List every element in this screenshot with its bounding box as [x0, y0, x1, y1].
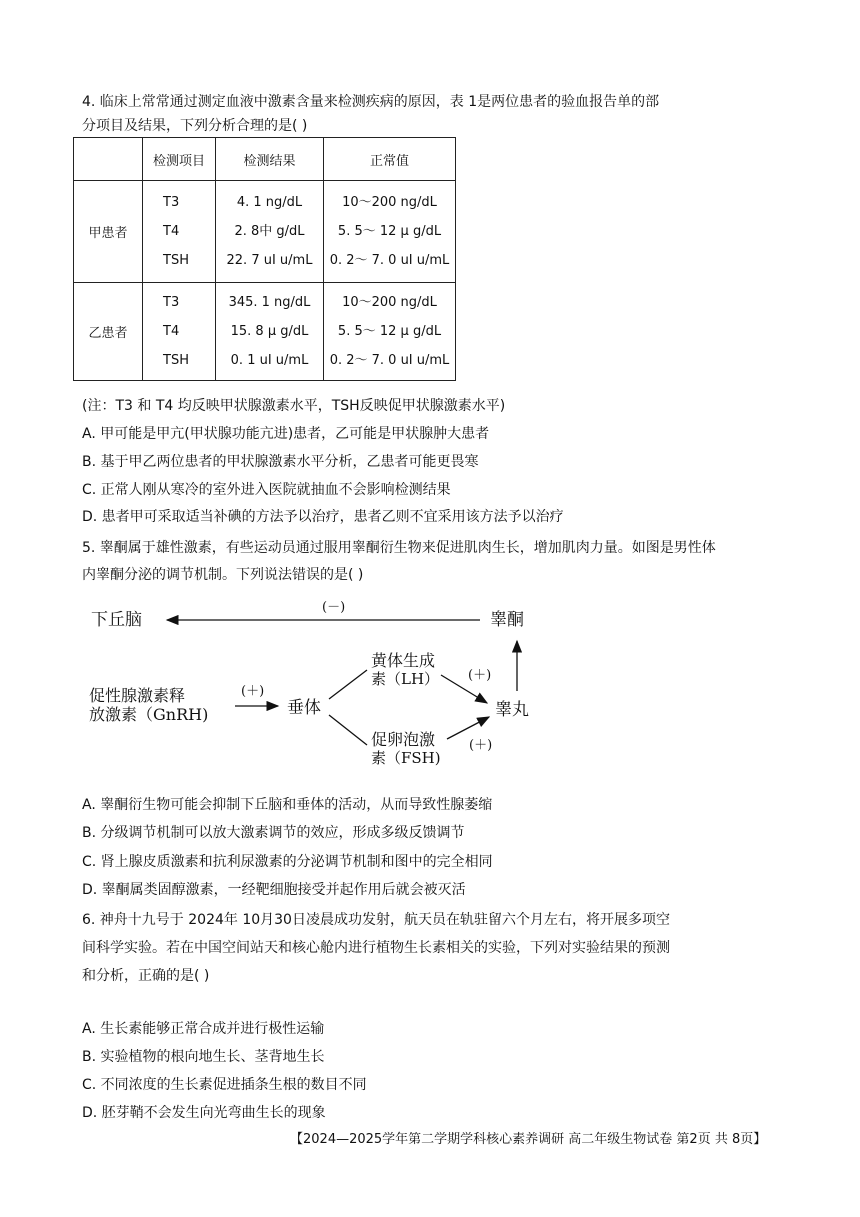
- fsh-arrow: [447, 717, 489, 739]
- gnrh-plus-sign: (＋): [241, 684, 265, 699]
- q6-stem-line2: 间科学实验。若在中国空间站天和核心舱内进行植物生长素相关的实验，下列对实验结果的预测: [82, 940, 670, 956]
- q4-lab-report-table: [73, 137, 456, 381]
- q4-option-b: B. 基于甲乙两位患者的甲状腺激素水平分析，乙患者可能更畏寒: [82, 454, 479, 470]
- normal-value: 0. 2～ 7. 0 uI u/mL: [329, 253, 450, 268]
- normal-value: 5. 5～ 12 μ g/dL: [337, 324, 442, 339]
- q5-option-d: D. 睾酮属类固醇激素，一经靶细胞接受并起作用后就会被灭活: [82, 882, 466, 898]
- table-header-blank: [74, 138, 143, 181]
- test-result: 0. 1 uI u/mL: [230, 353, 309, 368]
- fsh-label-line2: 素（FSH): [371, 749, 441, 767]
- lh-branch-line: [329, 670, 367, 699]
- testosterone-label: 睾酮: [490, 610, 524, 630]
- negative-sign: (－): [322, 600, 346, 615]
- q4-stem-line1: 4. 临床上常常通过测定血液中激素含量来检测疾病的原因，表 1是两位患者的验血报告单的部: [82, 94, 660, 110]
- lh-label-line2: 素（LH）: [371, 670, 440, 688]
- lh-plus-sign: (＋): [468, 668, 492, 683]
- test-result: 2. 8中 g/dL: [234, 224, 305, 239]
- test-item: T4: [163, 324, 180, 339]
- fsh-plus-sign: (＋): [469, 738, 493, 753]
- patient-name: 甲患者: [74, 181, 143, 283]
- lh-label-line1: 黄体生成: [371, 651, 436, 670]
- gnrh-label-line2: 放激素（GnRH): [89, 705, 209, 724]
- page-footer: 【2024—2025学年第二学期学科核心素养调研 高二年级生物试卷 第2页 共 8页】: [290, 1132, 767, 1147]
- test-result: 22. 7 uI u/mL: [226, 253, 313, 268]
- test-items-cell: [143, 181, 216, 283]
- q6-option-d: D. 胚芽鞘不会发生向光弯曲生长的现象: [82, 1105, 326, 1121]
- q4-option-c: C. 正常人刚从寒冷的室外进入医院就抽血不会影响检测结果: [82, 482, 451, 498]
- normal-values-cell: [324, 283, 456, 381]
- test-item: T4: [163, 224, 180, 239]
- pituitary-label: 垂体: [287, 698, 321, 718]
- hypothalamus-label: 下丘脑: [91, 610, 142, 630]
- q6-option-b: B. 实验植物的根向地生长、茎背地生长: [82, 1049, 325, 1065]
- test-results-cell: [216, 283, 324, 381]
- table-row: [74, 283, 456, 381]
- test-result: 15. 8 μ g/dL: [230, 324, 309, 339]
- q6-stem-line3: 和分析，正确的是( ): [82, 968, 210, 984]
- q4-note: (注：T3 和 T4 均反映甲状腺激素水平，TSH反映促甲状腺激素水平): [82, 398, 506, 414]
- q4-option-a: A. 甲可能是甲亢(甲状腺功能亢进)患者，乙可能是甲状腺肿大患者: [82, 426, 490, 442]
- test-item: T3: [163, 195, 180, 210]
- table-row: [74, 181, 456, 283]
- gnrh-label-line1: 促性腺激素释: [89, 686, 186, 705]
- testis-label: 睾丸: [495, 700, 529, 720]
- q5-option-c: C. 肾上腺皮质激素和抗利尿激素的分泌调节机制和图中的完全相同: [82, 854, 493, 870]
- q4-stem-line2: 分项目及结果，下列分析合理的是( ): [82, 118, 308, 134]
- normal-values-cell: [324, 181, 456, 283]
- q5-option-a: A. 睾酮衍生物可能会抑制下丘脑和垂体的活动，从而导致性腺萎缩: [82, 797, 493, 813]
- table-header-normal: 正常值: [324, 138, 456, 181]
- normal-value: 10～200 ng/dL: [342, 295, 437, 310]
- test-result: 345. 1 ng/dL: [228, 295, 311, 310]
- patient-name: 乙患者: [74, 283, 143, 381]
- q4-option-d: D. 患者甲可采取适当补碘的方法予以治疗，患者乙则不宜采用该方法予以治疗: [82, 509, 564, 525]
- table-header-row: [74, 138, 456, 181]
- q5-stem-line2: 内睾酮分泌的调节机制。下列说法错误的是( ): [82, 567, 364, 583]
- normal-value: 5. 5～ 12 μ g/dL: [337, 224, 442, 239]
- test-items-cell: [143, 283, 216, 381]
- q6-stem-line1: 6. 神舟十九号于 2024年 10月30日凌晨成功发射，航天员在轨驻留六个月左右，将开展多项空: [82, 912, 670, 928]
- table-header-result: 检测结果: [216, 138, 324, 181]
- test-item: TSH: [163, 253, 189, 268]
- q5-option-b: B. 分级调节机制可以放大激素调节的效应，形成多级反馈调节: [82, 825, 465, 841]
- q6-option-c: C. 不同浓度的生长素促进插条生根的数目不同: [82, 1077, 367, 1093]
- testosterone-regulation-diagram: [85, 593, 555, 778]
- fsh-branch-line: [329, 715, 367, 745]
- q5-stem-line1: 5. 睾酮属于雄性激素，有些运动员通过服用睾酮衍生物来促进肌肉生长，增加肌肉力量。如图是男性体: [82, 540, 716, 556]
- test-results-cell: [216, 181, 324, 283]
- normal-value: 10～200 ng/dL: [342, 195, 437, 210]
- q6-option-a: A. 生长素能够正常合成并进行极性运输: [82, 1021, 325, 1037]
- normal-value: 0. 2～ 7. 0 uI u/mL: [329, 353, 450, 368]
- fsh-label-line1: 促卵泡激: [371, 730, 436, 749]
- test-item: TSH: [163, 353, 189, 368]
- test-item: T3: [163, 295, 180, 310]
- table-header-item: 检测项目: [143, 138, 216, 181]
- test-result: 4. 1 ng/dL: [236, 195, 303, 210]
